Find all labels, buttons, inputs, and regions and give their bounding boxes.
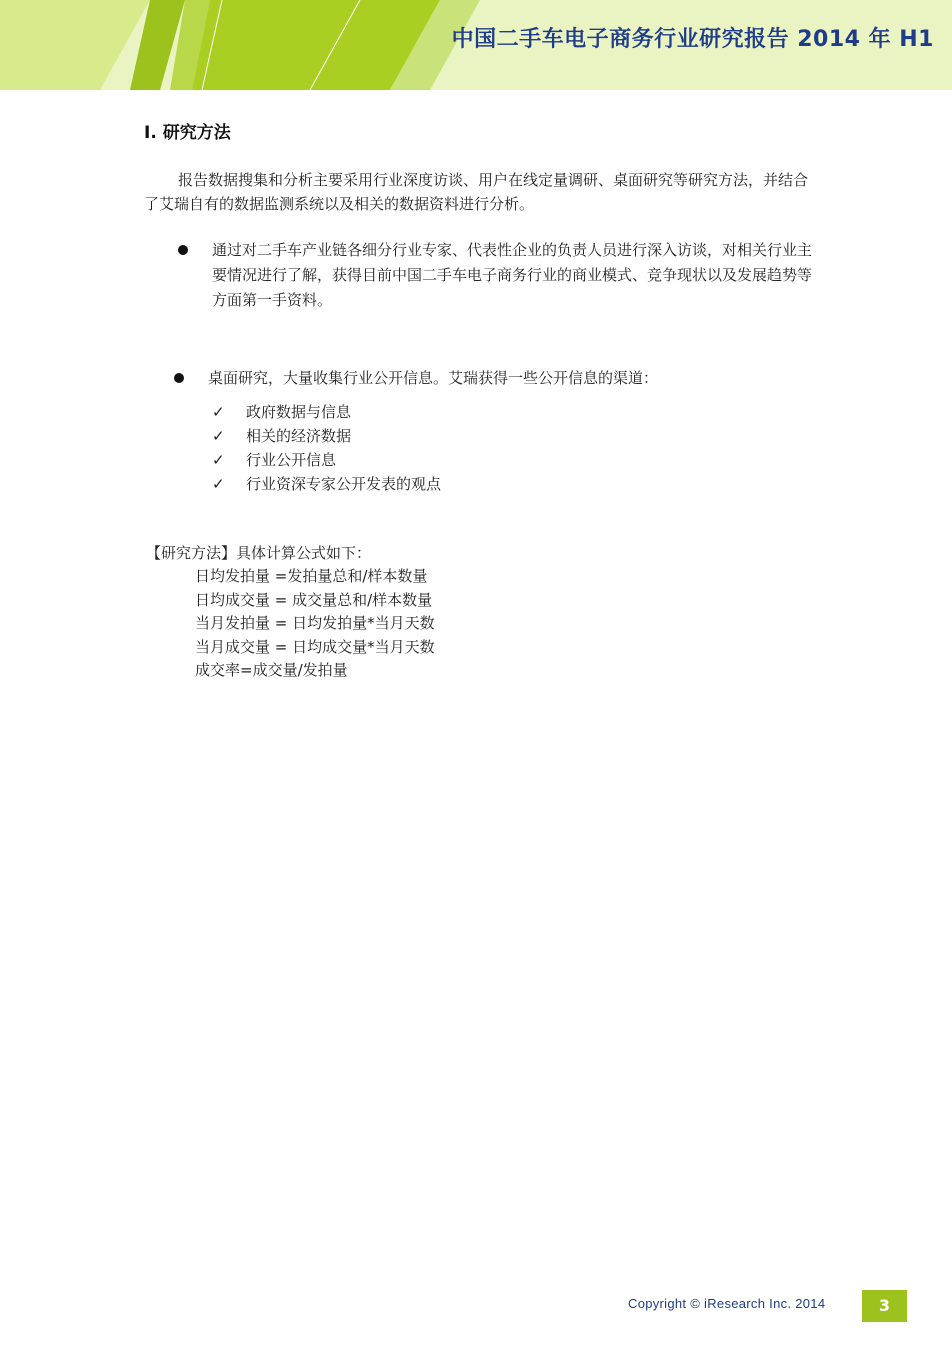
page-number-badge: 3 xyxy=(862,1290,907,1322)
bullet-dot-icon xyxy=(174,373,184,383)
formula-list xyxy=(195,565,435,683)
check-item xyxy=(212,400,441,424)
check-item-label: 相关的经济数据 xyxy=(246,427,352,445)
check-item xyxy=(212,448,441,472)
formula-line: 成交率=成交量/发拍量 xyxy=(195,661,348,679)
formula-title: 【研究方法】具体计算公式如下： xyxy=(146,544,372,562)
checkmark-icon: ✓ xyxy=(212,427,225,445)
source-checklist xyxy=(212,400,441,496)
formula-line: 当月成交量 = 日均成交量*当月天数 xyxy=(195,637,435,656)
checkmark-icon: ✓ xyxy=(212,403,225,421)
bullet-text: 通过对二手车产业链各细分行业专家、代表性企业的负责人员进行深入访谈，对相关行业主要情况进行了解，获得目前中国二手车电子商务行业的商业模式、竞争现状以及发展趋势等方面第一手资料。 xyxy=(212,241,813,309)
footer-copyright: Copyright © iResearch Inc. 2014 xyxy=(628,1296,826,1311)
bullet-text: 桌面研究，大量收集行业公开信息。艾瑞获得一些公开信息的渠道： xyxy=(208,369,659,387)
intro-paragraph: 报告数据搜集和分析主要采用行业深度访谈、用户在线定量调研、桌面研究等研究方法，并结合了艾瑞自有的数据监测系统以及相关的数据资料进行分析。 xyxy=(144,171,809,213)
check-item-label: 行业公开信息 xyxy=(246,451,337,469)
formula-line: 日均发拍量 =发拍量总和/样本数量 xyxy=(195,567,428,585)
check-item-label: 行业资深专家公开发表的观点 xyxy=(246,475,442,493)
header-title: 中国二手车电子商务行业研究报告 2014 年 H1 xyxy=(451,27,934,52)
bullet-item-desk-research xyxy=(174,366,814,391)
check-item-label: 政府数据与信息 xyxy=(246,403,352,421)
bullet-dot-icon xyxy=(178,245,188,255)
page-header xyxy=(0,0,952,90)
check-item xyxy=(212,472,441,496)
checkmark-icon: ✓ xyxy=(212,451,225,469)
section-title: I. 研究方法 xyxy=(144,123,231,143)
check-item xyxy=(212,424,441,448)
bullet-item-interviews xyxy=(178,238,818,313)
checkmark-icon: ✓ xyxy=(212,475,225,493)
formula-line: 日均成交量 = 成交量总和/样本数量 xyxy=(195,590,433,609)
formula-line: 当月发拍量 = 日均发拍量*当月天数 xyxy=(195,614,435,632)
